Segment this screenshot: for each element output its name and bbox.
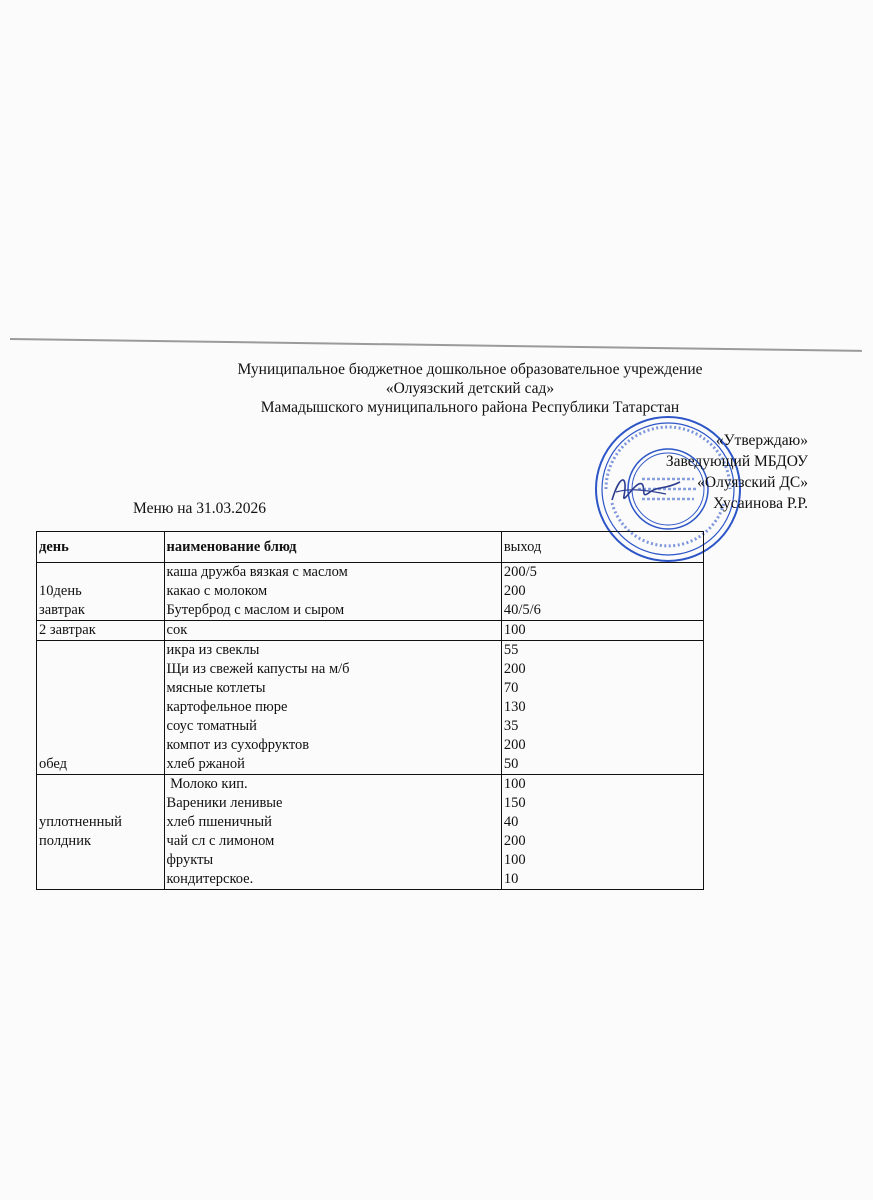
dish-item: картофельное пюре <box>166 699 288 715</box>
signature <box>606 470 686 510</box>
yield-value: 100 <box>503 852 526 868</box>
dish-item: каша дружба вязкая с маслом <box>166 564 348 580</box>
approval-line1: «Утверждаю» <box>715 432 808 449</box>
yield-cell <box>501 621 703 641</box>
yield-value: 100 <box>503 776 526 792</box>
yield-value: 10 <box>503 871 519 887</box>
header-yield: выход <box>501 532 703 563</box>
yield-cell <box>501 563 703 621</box>
dish-item: хлеб ржаной <box>166 756 245 772</box>
dish-item: Щи из свежей капусты на м/б <box>166 661 350 677</box>
dish-item: соус томатный <box>166 718 257 734</box>
table-row <box>37 775 704 890</box>
table-row <box>37 563 704 621</box>
table-row <box>37 621 704 641</box>
table-header-row <box>37 532 704 563</box>
approval-line2: Заведующий МБДОУ <box>665 453 808 470</box>
yield-value: 40/5/6 <box>503 602 541 618</box>
dishes-cell <box>164 641 501 775</box>
meal-label: 2 завтрак <box>39 622 96 638</box>
dish-item: мясные котлеты <box>166 680 266 696</box>
yield-value: 35 <box>503 718 519 734</box>
meal-label: уплотненный <box>39 814 122 830</box>
scan-page-edge <box>10 338 862 352</box>
yield-value: 200 <box>503 661 526 677</box>
dish-item: хлеб пшеничный <box>166 814 272 830</box>
meal-label: полдник <box>39 833 91 849</box>
yield-value: 200 <box>503 583 526 599</box>
yield-value: 130 <box>503 699 526 715</box>
meal-cell <box>37 641 165 775</box>
org-name-line2: «Олуязский детский сад» <box>385 380 555 397</box>
meal-cell <box>37 563 165 621</box>
header-day: день <box>37 532 165 563</box>
yield-value: 200/5 <box>503 564 537 580</box>
meal-label: 10день <box>39 583 82 599</box>
dish-item: икра из свеклы <box>166 642 260 658</box>
approval-line3: «Олуязский ДС» <box>697 474 808 491</box>
dishes-cell <box>164 775 501 890</box>
dish-item: Молоко кип. <box>166 776 248 792</box>
menu-date: Меню на 31.03.2026 <box>133 500 267 517</box>
dish-item: Вареники ленивые <box>166 795 283 811</box>
dish-item: сок <box>166 622 188 638</box>
dish-item: Бутерброд с маслом и сыром <box>166 602 345 618</box>
dishes-cell <box>164 621 501 641</box>
yield-value: 200 <box>503 833 526 849</box>
yield-value: 40 <box>503 814 519 830</box>
meal-cell <box>37 775 165 890</box>
yield-value: 200 <box>503 737 526 753</box>
table-row <box>37 641 704 775</box>
yield-value: 50 <box>503 756 519 772</box>
menu-table <box>36 531 704 890</box>
yield-value: 55 <box>503 642 519 658</box>
yield-value: 100 <box>503 622 526 638</box>
yield-value: 150 <box>503 795 526 811</box>
meal-label: завтрак <box>39 602 85 618</box>
org-name-line1: Муниципальное бюджетное дошкольное образовательное учреждение <box>237 361 703 378</box>
yield-cell <box>501 775 703 890</box>
approval-line4: Хусаинова Р.Р. <box>713 495 808 512</box>
meal-label: обед <box>39 756 68 772</box>
document-header <box>0 360 873 417</box>
dish-item: какао с молоком <box>166 583 268 599</box>
header-dishes: наименование блюд <box>164 532 501 563</box>
dish-item: чай сл с лимоном <box>166 833 275 849</box>
yield-value: 70 <box>503 680 519 696</box>
meal-cell <box>37 621 165 641</box>
dish-item: компот из сухофруктов <box>166 737 310 753</box>
dish-item: фрукты <box>166 852 214 868</box>
org-name-line3: Мамадышского муниципального района Республики Татарстан <box>260 399 680 416</box>
dishes-cell <box>164 563 501 621</box>
dish-item: кондитерское. <box>166 871 254 887</box>
yield-cell <box>501 641 703 775</box>
